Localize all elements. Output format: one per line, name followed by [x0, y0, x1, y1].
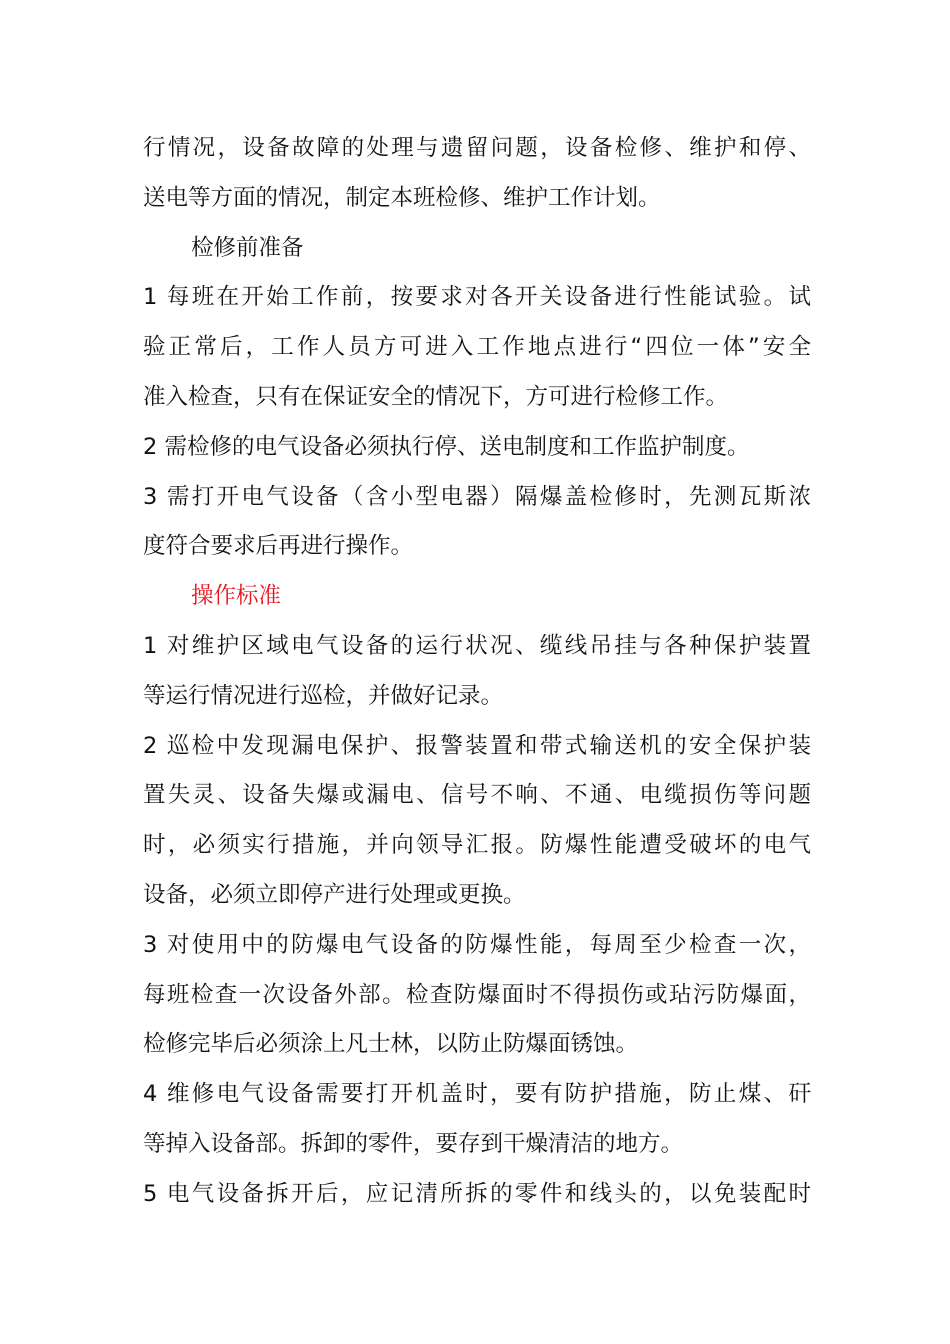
text-line: 送电等方面的情况，制定本班检修、维护工作计划。 [143, 184, 661, 211]
text-line: 1 每班在开始工作前，按要求对各开关设备进行性能试验。试 [143, 284, 811, 311]
text-line: 每班检查一次设备外部。检查防爆面时不得损伤或玷污防爆面， [143, 981, 811, 1008]
text-line: 准入检查，只有在保证安全的情况下，方可进行检修工作。 [143, 383, 729, 410]
section-heading-operation-standard: 操作标准 [191, 583, 282, 610]
text-line: 1 对维护区域电气设备的运行状况、缆线吊挂与各种保护装置 [143, 632, 811, 659]
text-line: 置失灵、设备失爆或漏电、信号不响、不通、电缆损伤等问题 [143, 782, 811, 809]
text-line: 行情况，设备故障的处理与遗留问题，设备检修、维护和停、 [143, 135, 811, 161]
text-line: 3 对使用中的防爆电气设备的防爆性能，每周至少检查一次， [143, 931, 811, 958]
text-line: 验正常后，工作人员方可进入工作地点进行“四位一体”安全 [143, 334, 811, 361]
text-line: 4 维修电气设备需要打开机盖时，要有防护措施，防止煤、矸 [143, 1081, 811, 1108]
text-line: 度符合要求后再进行操作。 [143, 533, 414, 560]
text-line: 检修完毕后必须涂上凡士林，以防止防爆面锈蚀。 [143, 1031, 639, 1058]
document-body [143, 124, 811, 1220]
text-line: 2 需检修的电气设备必须执行停、送电制度和工作监护制度。 [143, 433, 750, 460]
section-heading-maintenance-prep: 检修前准备 [191, 234, 304, 261]
text-line: 设备，必须立即停产进行处理或更换。 [143, 881, 526, 908]
text-line: 2 巡检中发现漏电保护、报警装置和带式输送机的安全保护装 [143, 732, 811, 759]
text-line: 3 需打开电气设备（含小型电器）隔爆盖检修时，先测瓦斯浓 [143, 483, 811, 510]
text-line: 等掉入设备部。拆卸的零件，要存到干燥清洁的地方。 [143, 1130, 684, 1157]
text-line: 时，必须实行措施，并向领导汇报。防爆性能遭受破坏的电气 [143, 832, 811, 859]
text-line: 等运行情况进行巡检，并做好记录。 [143, 682, 504, 709]
text-line: 5 电气设备拆开后，应记清所拆的零件和线头的，以免装配时 [143, 1180, 811, 1207]
